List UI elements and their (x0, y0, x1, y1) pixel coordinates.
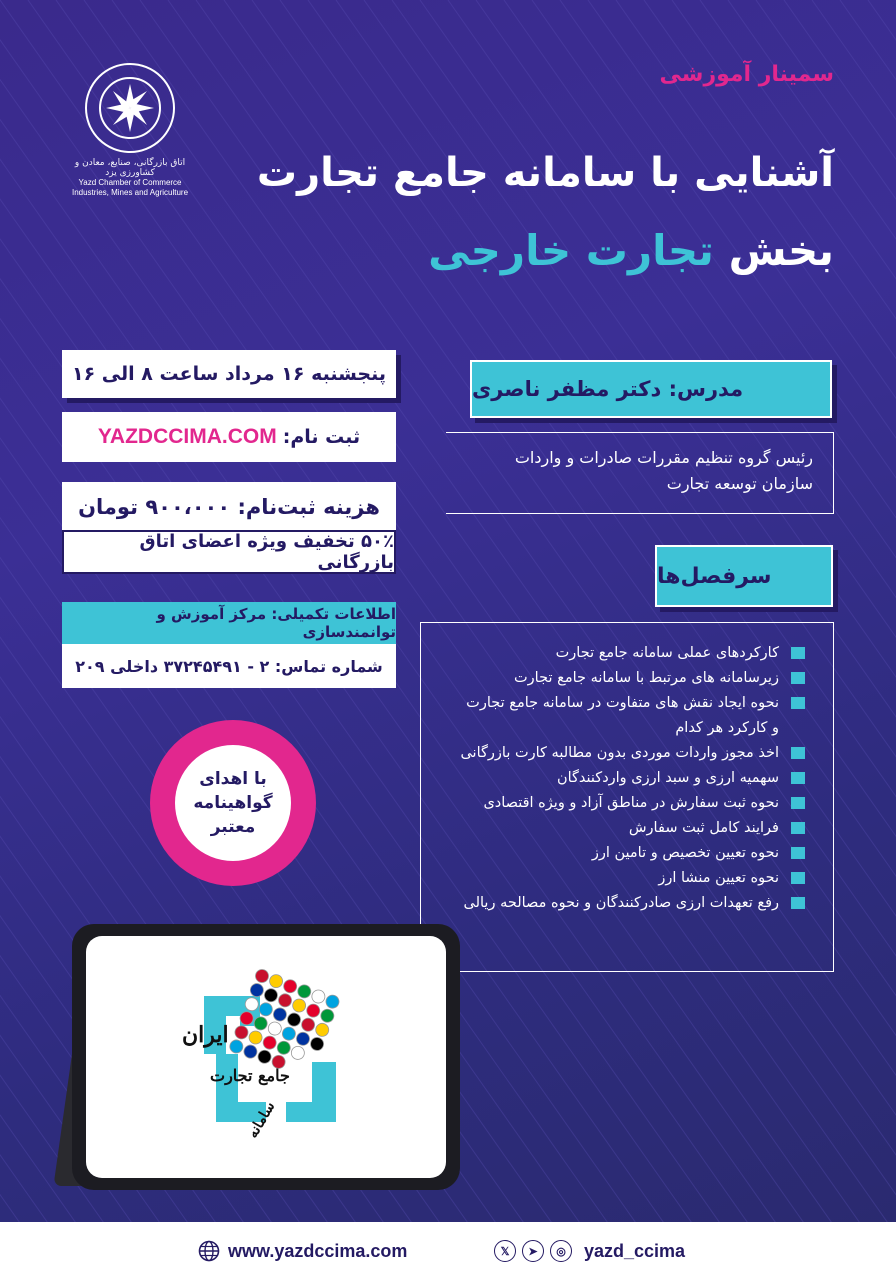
bullet-icon (791, 747, 805, 759)
bullet-icon (791, 797, 805, 809)
list-item: زیرسامانه های مرتبط با سامانه جامع تجارت (421, 666, 805, 691)
logo-english-line1: Yazd Chamber of Commerce (78, 178, 182, 187)
flag-circle (305, 1002, 322, 1019)
list-item: نحوه ایجاد نقش های متفاوت در سامانه جامع تجارت (421, 691, 805, 716)
teacher-label: مدرس: دکتر مظفر ناصری (472, 377, 744, 401)
bullet-icon (791, 872, 805, 884)
seminar-kicker: سمینار آموزشی (659, 62, 834, 87)
logo-english-line2: Industries, Mines and Agriculture (71, 188, 189, 197)
certificate-badge-inner (175, 745, 291, 861)
flag-circle (272, 1006, 289, 1023)
background-line (0, 0, 60, 1280)
badge-line1: با اهدای (199, 769, 267, 789)
telegram-icon[interactable]: ➤ (522, 1240, 544, 1262)
flag-circle (247, 1029, 264, 1046)
list-item-continuation: و کارکرد هر کدام (675, 720, 779, 736)
flag-circle (309, 1036, 326, 1053)
flag-circle (263, 987, 280, 1004)
syllabus-list (421, 641, 805, 916)
registration-site-link[interactable]: YAZDCCIMA.COM (97, 425, 277, 448)
footer-social-handle: yazd_ccima (584, 1240, 686, 1261)
flag-circle (256, 1048, 273, 1065)
registration-label: ثبت نام: (282, 426, 361, 448)
registration-box (62, 412, 396, 462)
background-line (0, 0, 4, 1280)
logo-persian-text: اتاق بازرگانی، صنایع، معادن و کشاورزی یزد (74, 158, 186, 178)
flag-circle (266, 1020, 283, 1037)
fee-text: هزینه ثبت‌نام: ۹۰۰،۰۰۰ تومان (78, 495, 380, 519)
syllabus-list-box (420, 622, 834, 972)
flag-circle (319, 1007, 336, 1024)
instagram-icon[interactable]: ◎ (550, 1240, 572, 1262)
list-item: نحوه تعیین منشا ارز (421, 866, 805, 891)
flag-circle (324, 993, 341, 1010)
teacher-info-line2: سازمان توسعه تجارت (666, 474, 813, 493)
list-item: کارکردهای عملی سامانه جامع تجارت (421, 641, 805, 666)
syllabus-title: سرفصل‌ها (657, 563, 772, 589)
info-box (62, 602, 396, 644)
bullet-icon (791, 672, 805, 684)
footer-social[interactable] (494, 1240, 685, 1262)
x-icon[interactable]: 𝕏 (494, 1240, 516, 1262)
trade-system-logo-icon (86, 936, 446, 1178)
bullet-icon (791, 697, 805, 709)
flag-circle (314, 1022, 331, 1039)
syllabus-title-box (655, 545, 833, 607)
phone-text: شماره تماس: ۲ - ۳۷۲۴۵۴۹۱ داخلی ۲۰۹ (75, 656, 383, 676)
list-item: نحوه تعیین تخصیص و تامین ارز (421, 841, 805, 866)
bullet-icon (791, 897, 805, 909)
list-item: سهمیه ارزی و سبد ارزی واردکنندگان (421, 766, 805, 791)
flag-circle (310, 988, 327, 1005)
tablet-logo-jame: جامع تجارت (210, 1066, 290, 1085)
discount-box (62, 530, 396, 574)
flag-circle (295, 1030, 312, 1047)
bullet-icon (791, 822, 805, 834)
flag-circle (242, 1043, 259, 1060)
flag-circle (286, 1011, 303, 1028)
globe-icon (198, 1240, 220, 1262)
list-item: نحوه ثبت سفارش در مناطق آزاد و ویژه اقتصادی (421, 791, 805, 816)
flag-circle (290, 1045, 307, 1062)
tablet-screen (86, 936, 446, 1178)
list-item: فرایند کامل ثبت سفارش (421, 816, 805, 841)
flag-circle (275, 1039, 292, 1056)
chamber-emblem-icon (84, 62, 176, 154)
event-date-box (62, 350, 396, 398)
bullet-icon (791, 647, 805, 659)
title-line2-part-a: بخش (728, 226, 834, 275)
footer-website-text: www.yazdccima.com (228, 1240, 408, 1261)
title-line2 (428, 226, 834, 275)
fee-box (62, 482, 396, 532)
background-line (868, 0, 896, 1280)
badge-line2: گواهینامه (193, 793, 273, 813)
footer-website[interactable] (198, 1240, 407, 1262)
background-line (0, 0, 32, 1280)
certificate-badge (150, 720, 316, 886)
title-line2-part-b: تجارت خارجی (428, 226, 714, 275)
badge-line3: معتبر (210, 817, 256, 837)
background-line (840, 0, 896, 1280)
flag-circle (233, 1024, 250, 1041)
info-text: اطلاعات تکمیلی: مرکز آموزش و توانمندسازی (156, 605, 396, 641)
flag-circle (291, 997, 308, 1014)
flag-circle (258, 1001, 275, 1018)
title-line1: آشنایی با سامانه جامع تجارت (256, 150, 834, 196)
list-item: اخذ مجوز واردات موردی بدون مطالبه کارت بازرگانی (421, 741, 805, 766)
bullet-icon (791, 772, 805, 784)
bullet-icon (791, 847, 805, 859)
flag-circle (300, 1016, 317, 1033)
flag-circle (268, 973, 285, 990)
flag-circle (296, 983, 313, 1000)
tablet-logo-samane: سامانه (244, 1099, 279, 1141)
phone-box (62, 644, 396, 688)
flag-circle (282, 978, 299, 995)
teacher-info-line1: رئیس گروه تنظیم مقررات صادرات و واردات (514, 448, 813, 467)
event-date: پنجشنبه ۱۶ مرداد ساعت ۸ الی ۱۶ (71, 363, 387, 385)
flag-circle (261, 1034, 278, 1051)
teacher-info (446, 432, 834, 514)
flag-circle (228, 1038, 245, 1055)
flag-circle (249, 982, 266, 999)
tablet-logo-iran: ایران (182, 1022, 229, 1048)
chamber-logo (70, 62, 190, 198)
flag-circle (254, 968, 271, 985)
list-item: رفع تعهدات ارزی صادرکنندگان و نحوه مصالحه ریالی (421, 891, 805, 916)
discount-text: ۵۰٪ تخفیف ویژه اعضای اتاق بازرگانی (139, 531, 394, 573)
footer (0, 1222, 896, 1280)
teacher-box (470, 360, 832, 418)
flag-circle (281, 1025, 298, 1042)
flag-circle (277, 992, 294, 1009)
